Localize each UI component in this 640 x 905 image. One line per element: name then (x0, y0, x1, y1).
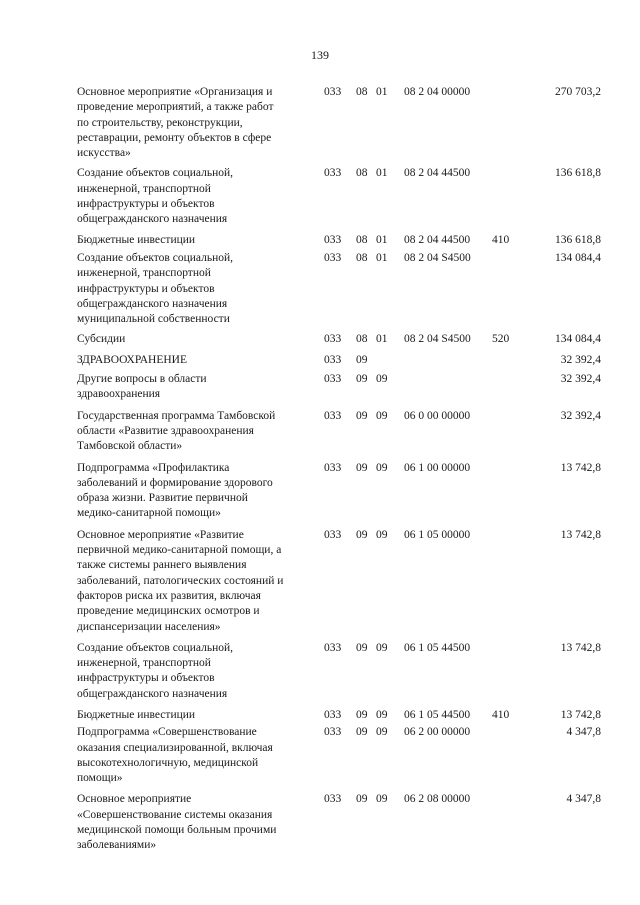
section-code: 09 (356, 528, 368, 541)
amount: 134 084,4 (555, 333, 601, 346)
subsection-code: 01 (376, 251, 388, 264)
ved-code: 033 (324, 793, 342, 806)
amount: 136 618,8 (555, 233, 601, 246)
table-row (0, 792, 640, 853)
subsection-code: 09 (376, 373, 388, 386)
ved-code: 033 (324, 708, 342, 721)
target-article-code: 06 1 05 44500 (404, 641, 471, 654)
ved-code: 033 (324, 461, 342, 474)
section-code: 09 (356, 353, 368, 366)
section-code: 08 (356, 86, 368, 98)
row-name: Бюджетные инвестиции (77, 233, 196, 246)
section-code: 09 (356, 726, 368, 739)
subsection-code: 09 (376, 641, 388, 654)
table-row (0, 332, 640, 347)
target-article-code: 06 0 00 00000 (404, 409, 471, 422)
table-row (0, 85, 640, 161)
table-row (0, 353, 640, 368)
target-article-code: 06 1 05 00000 (404, 528, 471, 541)
subsection-code: 09 (376, 708, 388, 721)
amount: 13 742,8 (560, 641, 601, 654)
subsection-code: 09 (376, 726, 388, 739)
amount: 32 392,4 (560, 409, 601, 422)
ved-code: 033 (324, 86, 342, 98)
target-article-code: 06 1 00 00000 (404, 461, 471, 474)
expense-type-code: 410 (492, 708, 510, 721)
table-row (0, 409, 640, 455)
subsection-code: 01 (376, 167, 388, 180)
section-code: 08 (356, 167, 368, 180)
expense-type-code: 520 (492, 333, 510, 346)
table-row (0, 251, 640, 327)
ved-code: 033 (324, 251, 342, 264)
amount: 136 618,8 (555, 167, 601, 180)
ved-code: 033 (324, 233, 342, 246)
table-row (0, 528, 640, 635)
section-code: 09 (356, 461, 368, 474)
section-code: 09 (356, 373, 368, 386)
subsection-code: 09 (376, 528, 388, 541)
row-name: Государственная программа Тамбовской области «Развитие здравоохранения Тамбовской области» (77, 409, 276, 453)
subsection-code: 01 (376, 233, 388, 246)
table-row (0, 372, 640, 403)
page-number: 139 (311, 48, 329, 62)
row-name: Основное мероприятие «Организация и проведение мероприятий, а также работ по строительству, реконструкции, реставрации, ремонту объектов в сфере искусства» (77, 86, 274, 160)
amount: 32 392,4 (560, 353, 601, 366)
row-name: Создание объектов социальной, инженерной, транспортной инфраструктуры и объектов общегражданского назначения (77, 167, 234, 226)
subsection-code: 09 (376, 461, 388, 474)
section-code: 08 (356, 333, 368, 346)
ved-code: 033 (324, 167, 342, 180)
row-name: Создание объектов социальной, инженерной, транспортной инфраструктуры и объектов общегражданского назначения муниципальной собственности (77, 251, 234, 326)
ved-code: 033 (324, 641, 342, 654)
target-article-code: 06 1 05 44500 (404, 708, 471, 721)
ved-code: 033 (324, 528, 342, 541)
target-article-code: 08 2 04 S4500 (404, 333, 471, 346)
subsection-code: 01 (376, 333, 388, 346)
amount: 32 392,4 (560, 373, 601, 386)
table-row (0, 461, 640, 522)
amount: 13 742,8 (560, 461, 601, 474)
target-article-code: 06 2 00 00000 (404, 726, 471, 739)
expense-type-code: 410 (492, 233, 510, 246)
row-name: Основное мероприятие «Совершенствование системы оказания медицинской помощи больным прочими заболеваниями» (77, 793, 277, 852)
ved-code: 033 (324, 373, 342, 386)
row-name: Другие вопросы в области здравоохранения (77, 373, 207, 401)
row-name: Субсидии (77, 333, 126, 346)
row-name: Подпрограмма «Совершенствование оказания специализированной, включая высокотехнологичную, медицинской помощи» (77, 726, 273, 785)
table-row (0, 641, 640, 702)
target-article-code: 06 2 08 00000 (404, 793, 471, 806)
amount: 13 742,8 (560, 528, 601, 541)
row-name: Подпрограмма «Профилактика заболеваний и формирование здорового образа жизни. Развитие первичной медико-санитарной помощи» (77, 461, 273, 520)
row-name: ЗДРАВООХРАНЕНИЕ (77, 353, 188, 366)
row-name: Создание объектов социальной, инженерной, транспортной инфраструктуры и объектов общегражданского назначения (77, 641, 234, 700)
table-row (0, 725, 640, 786)
row-name: Основное мероприятие «Развитие первичной медико-санитарной помощи, а также системы раннего выявления заболеваний, патологических состояний и факторов риска их развития, включая проведение медицинских осмотров и диспансеризации населения» (77, 528, 284, 633)
ved-code: 033 (324, 409, 342, 422)
row-name: Бюджетные инвестиции (77, 708, 196, 721)
section-code: 08 (356, 233, 368, 246)
ved-code: 033 (324, 726, 342, 739)
amount: 134 084,4 (555, 251, 601, 264)
budget-table (0, 85, 640, 854)
subsection-code: 01 (376, 86, 388, 98)
ved-code: 033 (324, 353, 342, 366)
target-article-code: 08 2 04 S4500 (404, 251, 471, 264)
section-code: 09 (356, 708, 368, 721)
ved-code: 033 (324, 333, 342, 346)
section-code: 09 (356, 793, 368, 806)
amount: 4 347,8 (566, 726, 601, 739)
section-code: 09 (356, 641, 368, 654)
target-article-code: 08 2 04 44500 (404, 167, 471, 180)
target-article-code: 08 2 04 00000 (404, 86, 471, 98)
section-code: 08 (356, 251, 368, 264)
table-row (0, 233, 640, 248)
subsection-code: 09 (376, 409, 388, 422)
table-row (0, 166, 640, 227)
amount: 13 742,8 (560, 708, 601, 721)
amount: 270 703,2 (555, 86, 601, 98)
table-row (0, 708, 640, 723)
section-code: 09 (356, 409, 368, 422)
subsection-code: 09 (376, 793, 388, 806)
amount: 4 347,8 (566, 793, 601, 806)
target-article-code: 08 2 04 44500 (404, 233, 471, 246)
